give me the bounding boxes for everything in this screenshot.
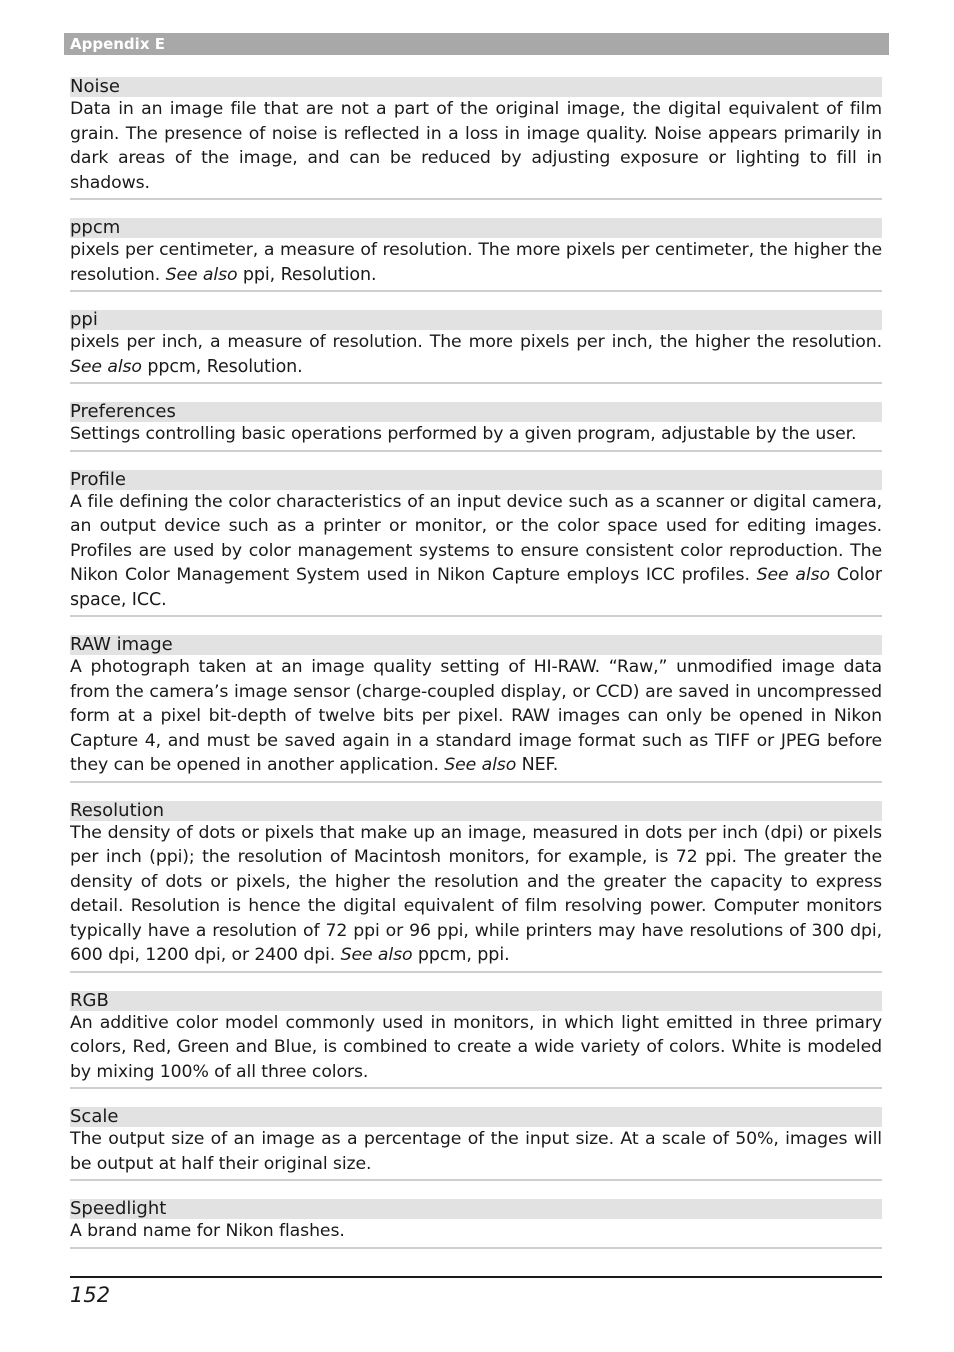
footer-divider: [70, 1276, 882, 1278]
term-definition: The density of dots or pixels that make up an image, measured in dots per inch (dpi) or pixels per inch (ppi); the resolution of Macintosh monitors, for example, is 72 ppi. The greater the density of dots or pixels, the higher the resolution and the greater the capacity to express detail. Resolution is hence the digital equivalent of film resolving power. Computer monitors typically have a resolution of 72 ppi or 96 ppi, while printers may have resolutions of 300 dpi, 600 dpi, 1200 dpi, or 2400 dpi. See also ppcm, ppi.: [70, 822, 882, 965]
term-definition: A brand name for Nikon flashes.: [70, 1221, 345, 1241]
glossary-entry-speedlight: [70, 1199, 882, 1249]
term-heading: Noise: [70, 77, 882, 97]
see-also-label: See also: [340, 945, 413, 965]
section-title: Appendix E: [70, 35, 165, 53]
term-heading: Resolution: [70, 801, 882, 821]
see-also-label: See also: [444, 755, 517, 775]
cross-reference: ppcm, Resolution.: [147, 356, 303, 377]
term-heading: Preferences: [70, 402, 882, 422]
glossary-entry-ppi: [70, 310, 882, 384]
glossary-entry-rgb: [70, 991, 882, 1090]
see-also-label: See also: [756, 565, 830, 585]
glossary-entry-preferences: [70, 402, 882, 452]
term-heading: Scale: [70, 1107, 882, 1127]
term-definition: Settings controlling basic operations performed by a given program, adjustable by the user.: [70, 424, 857, 444]
cross-reference: ppcm, ppi.: [417, 945, 510, 965]
glossary-list: [70, 77, 882, 1267]
glossary-entry-ppcm: [70, 218, 882, 292]
section-header-bar: [64, 33, 889, 55]
term-heading: RAW image: [70, 635, 882, 655]
term-heading: RGB: [70, 991, 882, 1011]
cross-reference: Color space, ICC.: [70, 565, 882, 610]
glossary-entry-raw-image: [70, 635, 882, 783]
term-heading: ppi: [70, 310, 882, 330]
glossary-entry-resolution: [70, 801, 882, 973]
term-definition: The output size of an image as a percentage of the input size. At a scale of 50%, images will be output at half their original size.: [70, 1129, 882, 1174]
term-heading: ppcm: [70, 218, 882, 238]
term-definition: pixels per inch, a measure of resolution. The more pixels per inch, the higher the resolution. See also ppcm, Resolution.: [70, 332, 882, 377]
term-definition: An additive color model commonly used in monitors, in which light emitted in three primary colors, Red, Green and Blue, is combined to create a wide variety of colors. White is modeled by mixing 100% of all three colors.: [70, 1012, 882, 1082]
term-definition: A file defining the color characteristics of an input device such as a scanner or digital camera, an output device such as a printer or monitor, or the color space used for editing images. Profiles are used by color management systems to ensure consistent color reproduction. The Nikon Color Management System used in Nikon Capture employs ICC profiles. See also Color space, ICC.: [70, 491, 882, 610]
page-number: 152: [70, 1283, 111, 1307]
cross-reference: ppi, Resolution.: [242, 264, 377, 285]
term-definition: pixels per centimeter, a measure of resolution. The more pixels per centimeter, the higher the resolution. See also ppi, Resolution.: [70, 240, 882, 285]
see-also-label: See also: [165, 264, 238, 285]
term-heading: Profile: [70, 470, 882, 490]
glossary-entry-scale: [70, 1107, 882, 1181]
glossary-entry-noise: [70, 77, 882, 200]
glossary-entry-profile: [70, 470, 882, 618]
see-also-label: See also: [70, 356, 142, 377]
term-definition: A photograph taken at an image quality setting of HI-RAW. “Raw,” unmodified image data from the camera’s image sensor (charge-coupled display, or CCD) are saved in uncompressed form at a pixel bit-depth of twelve bits per pixel. RAW images can only be opened in Nikon Capture 4, and must be saved again in a standard image format such as TIFF or JPEG before they can be opened in another application. See also NEF.: [70, 657, 882, 775]
term-definition: Data in an image file that are not a part of the original image, the digital equivalent of film grain. The presence of noise is reflected in a loss in image quality. Noise appears primarily in dark areas of the image, and can be reduced by adjusting exposure or lighting to fill in shadows.: [70, 99, 882, 193]
term-heading: Speedlight: [70, 1199, 882, 1219]
cross-reference: NEF.: [521, 755, 559, 775]
